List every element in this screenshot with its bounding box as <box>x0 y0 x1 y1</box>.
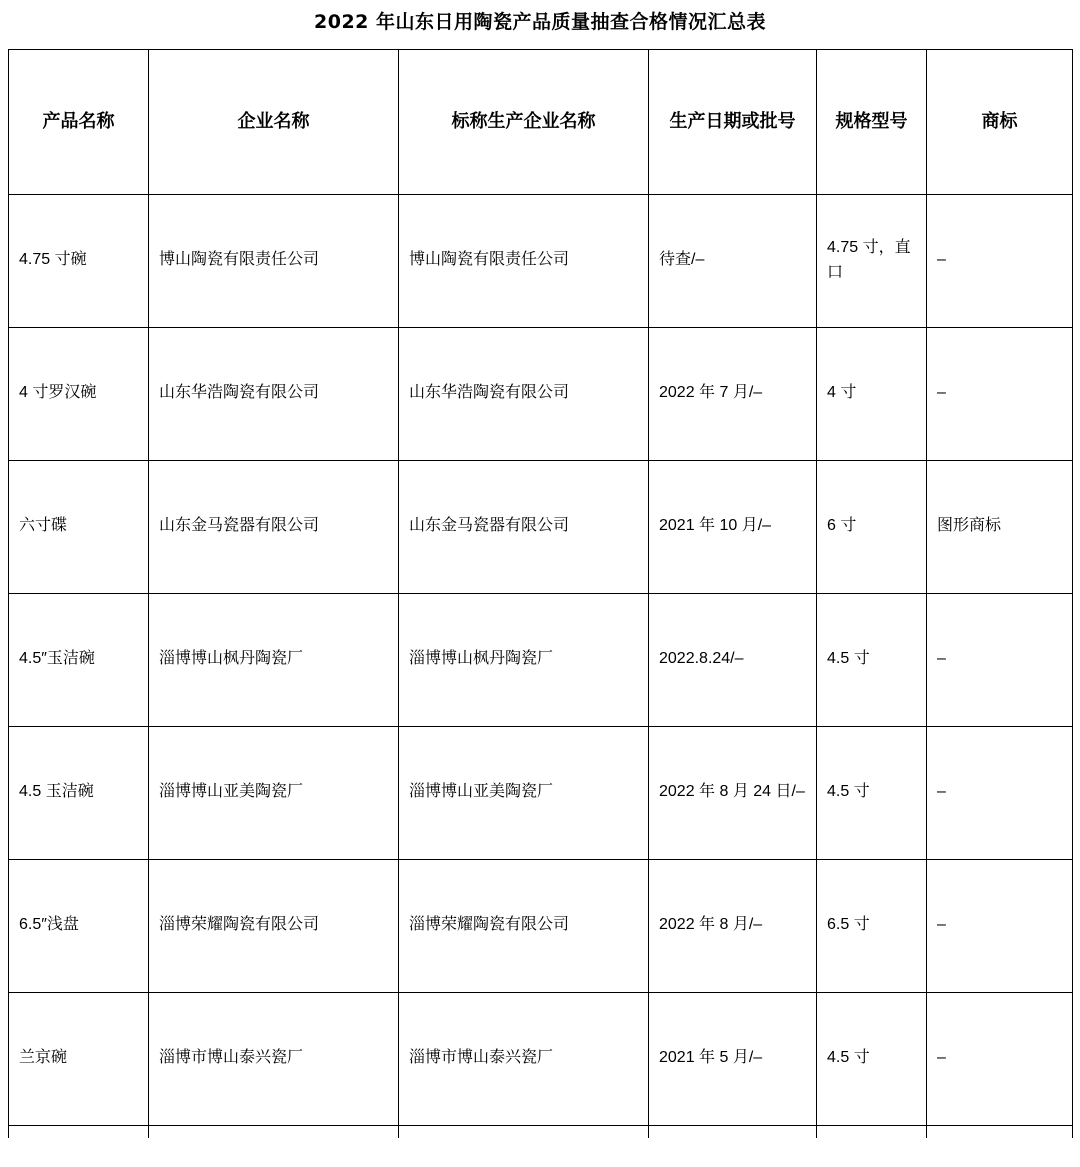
cell-company-name: 淄博博山枫丹陶瓷厂 <box>149 593 399 726</box>
table-row <box>9 460 1073 593</box>
cell-trademark: – <box>927 726 1073 859</box>
cell-nominal-company-name: 淄博博山枫丹陶瓷厂 <box>399 593 649 726</box>
table-container <box>0 49 1080 1138</box>
cell-trademark: – <box>927 593 1073 726</box>
cell-specification: 6.5 寸 <box>817 859 927 992</box>
column-header-company-name: 企业名称 <box>149 49 399 194</box>
cell-production-date: 2022 年 8 月/– <box>649 859 817 992</box>
cell-specification: 4.5 寸 <box>817 992 927 1125</box>
cell-product-name: 4.5″玉洁碗 <box>9 593 149 726</box>
column-header-nominal-company-name: 标称生产企业名称 <box>399 49 649 194</box>
cell-trademark: – <box>927 194 1073 327</box>
cell-nominal-company-name: 山东华浩陶瓷有限公司 <box>399 327 649 460</box>
cell-partial <box>649 1125 817 1138</box>
cell-company-name: 淄博市博山泰兴瓷厂 <box>149 992 399 1125</box>
page-title: 2022 年山东日用陶瓷产品质量抽查合格情况汇总表 <box>314 11 766 33</box>
table-row <box>9 593 1073 726</box>
cell-production-date: 2021 年 5 月/– <box>649 992 817 1125</box>
cell-product-name: 4.5 玉洁碗 <box>9 726 149 859</box>
cell-production-date: 待查/– <box>649 194 817 327</box>
cell-partial <box>399 1125 649 1138</box>
cell-partial <box>9 1125 149 1138</box>
cell-partial <box>927 1125 1073 1138</box>
cell-nominal-company-name: 淄博博山亚美陶瓷厂 <box>399 726 649 859</box>
cell-nominal-company-name: 博山陶瓷有限责任公司 <box>399 194 649 327</box>
cell-product-name: 6.5″浅盘 <box>9 859 149 992</box>
column-header-trademark: 商标 <box>927 49 1073 194</box>
cell-trademark: 图形商标 <box>927 460 1073 593</box>
table-header-row <box>9 49 1073 194</box>
cell-specification: 4.5 寸 <box>817 726 927 859</box>
cell-specification: 4.5 寸 <box>817 593 927 726</box>
cell-company-name: 淄博荣耀陶瓷有限公司 <box>149 859 399 992</box>
cell-specification: 4.75 寸，直口 <box>817 194 927 327</box>
cell-production-date: 2022 年 8 月 24 日/– <box>649 726 817 859</box>
table-row <box>9 992 1073 1125</box>
cell-production-date: 2022.8.24/– <box>649 593 817 726</box>
cell-production-date: 2021 年 10 月/– <box>649 460 817 593</box>
table-row <box>9 859 1073 992</box>
table-row-partial <box>9 1125 1073 1138</box>
cell-partial <box>149 1125 399 1138</box>
cell-company-name: 山东金马瓷器有限公司 <box>149 460 399 593</box>
cell-trademark: – <box>927 992 1073 1125</box>
column-header-product-name: 产品名称 <box>9 49 149 194</box>
cell-product-name: 4 寸罗汉碗 <box>9 327 149 460</box>
quality-inspection-table <box>8 49 1073 1138</box>
column-header-specification: 规格型号 <box>817 49 927 194</box>
table-row <box>9 327 1073 460</box>
cell-production-date: 2022 年 7 月/– <box>649 327 817 460</box>
cell-product-name: 4.75 寸碗 <box>9 194 149 327</box>
cell-nominal-company-name: 淄博市博山泰兴瓷厂 <box>399 992 649 1125</box>
column-header-production-date: 生产日期或批号 <box>649 49 817 194</box>
cell-product-name: 六寸碟 <box>9 460 149 593</box>
cell-company-name: 淄博博山亚美陶瓷厂 <box>149 726 399 859</box>
cell-specification: 6 寸 <box>817 460 927 593</box>
table-body <box>9 194 1073 1138</box>
table-header <box>9 49 1073 194</box>
cell-company-name: 博山陶瓷有限责任公司 <box>149 194 399 327</box>
cell-nominal-company-name: 淄博荣耀陶瓷有限公司 <box>399 859 649 992</box>
cell-product-name: 兰京碗 <box>9 992 149 1125</box>
table-row <box>9 726 1073 859</box>
cell-trademark: – <box>927 859 1073 992</box>
cell-trademark: – <box>927 327 1073 460</box>
cell-specification: 4 寸 <box>817 327 927 460</box>
cell-partial <box>817 1125 927 1138</box>
cell-nominal-company-name: 山东金马瓷器有限公司 <box>399 460 649 593</box>
table-row <box>9 194 1073 327</box>
cell-company-name: 山东华浩陶瓷有限公司 <box>149 327 399 460</box>
